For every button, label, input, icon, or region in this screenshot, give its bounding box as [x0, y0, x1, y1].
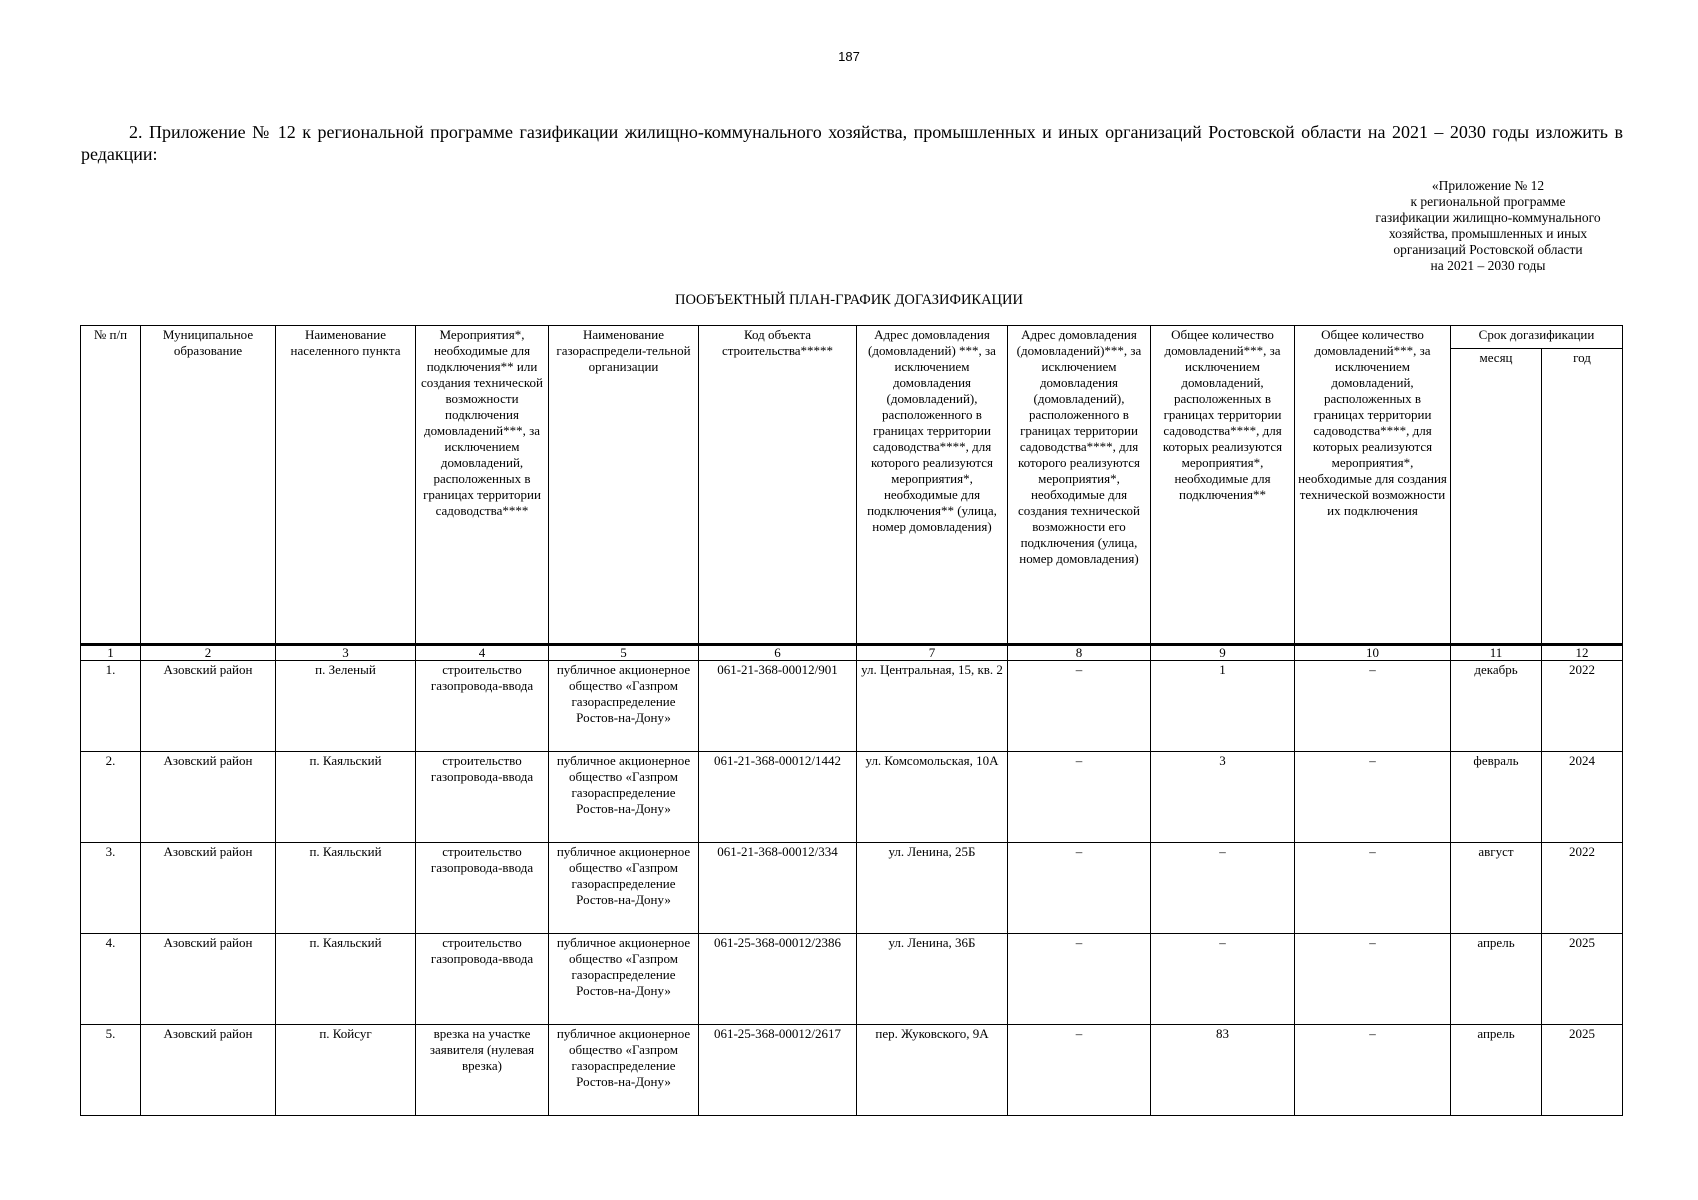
gasification-schedule-table [80, 325, 1623, 1116]
column-number: 6 [699, 645, 857, 661]
cell-month: апрель [1451, 1025, 1542, 1116]
cell-settlement: п. Каяльский [276, 934, 416, 1025]
cell-code: 061-21-368-00012/1442 [699, 752, 857, 843]
cell-total-connection: 83 [1151, 1025, 1295, 1116]
header-num: № п/п [81, 326, 141, 645]
cell-address-technical: – [1008, 1025, 1151, 1116]
header-measures: Мероприятия*, необходимые для подключения** или создания технической возможности подключения домовладений***, за исключением домовладений, расположенных в границах территории садоводства**** [416, 326, 549, 645]
header-gas-org: Наименование газораспредели-тельной организации [549, 326, 699, 645]
cell-address-connection: ул. Ленина, 25Б [857, 843, 1008, 934]
cell-year: 2022 [1542, 661, 1623, 752]
cell-code: 061-21-368-00012/334 [699, 843, 857, 934]
column-number: 12 [1542, 645, 1623, 661]
cell-total-technical: – [1295, 661, 1451, 752]
cell-total-technical: – [1295, 1025, 1451, 1116]
cell-address-connection: ул. Ленина, 36Б [857, 934, 1008, 1025]
column-number: 4 [416, 645, 549, 661]
table-row [81, 934, 1623, 1025]
cell-num: 1. [81, 661, 141, 752]
cell-municipality: Азовский район [141, 661, 276, 752]
cell-year: 2025 [1542, 934, 1623, 1025]
header-address-connection: Адрес домовладения (домовладений) ***, за исключением домовладения (домовладений), расположенного в границах территории садоводства****, для которого реализуются мероприятия*, необходимые для подключения** (улица, номер домовладения) [857, 326, 1008, 645]
cell-measure: строительство газопровода-ввода [416, 843, 549, 934]
table-row [81, 661, 1623, 752]
page-number: 187 [838, 49, 860, 64]
column-number: 7 [857, 645, 1008, 661]
cell-num: 5. [81, 1025, 141, 1116]
header-total-connection: Общее количество домовладений***, за исключением домовладений, расположенных в границах территории садоводства****, для которых реализуются мероприятия*, необходимые для подключения** [1151, 326, 1295, 645]
cell-total-technical: – [1295, 843, 1451, 934]
cell-address-connection: ул. Комсомольская, 10А [857, 752, 1008, 843]
cell-num: 3. [81, 843, 141, 934]
cell-address-connection: ул. Центральная, 15, кв. 2 [857, 661, 1008, 752]
table-row [81, 843, 1623, 934]
cell-settlement: п. Койсуг [276, 1025, 416, 1116]
cell-num: 4. [81, 934, 141, 1025]
cell-year: 2022 [1542, 843, 1623, 934]
appendix-line: газификации жилищно-коммунального [1375, 210, 1601, 225]
header-municipality: Муниципальное образование [141, 326, 276, 645]
cell-total-connection: – [1151, 843, 1295, 934]
cell-num: 2. [81, 752, 141, 843]
cell-year: 2024 [1542, 752, 1623, 843]
cell-month: декабрь [1451, 661, 1542, 752]
cell-total-connection: 3 [1151, 752, 1295, 843]
column-number: 2 [141, 645, 276, 661]
appendix-line: на 2021 – 2030 годы [1430, 258, 1546, 273]
cell-settlement: п. Зеленый [276, 661, 416, 752]
cell-total-technical: – [1295, 934, 1451, 1025]
header-object-code: Код объекта строительства***** [699, 326, 857, 645]
column-number: 11 [1451, 645, 1542, 661]
header-month: месяц [1451, 349, 1542, 645]
cell-address-technical: – [1008, 934, 1151, 1025]
cell-address-technical: – [1008, 752, 1151, 843]
cell-total-connection: 1 [1151, 661, 1295, 752]
cell-measure: строительство газопровода-ввода [416, 752, 549, 843]
cell-address-technical: – [1008, 843, 1151, 934]
cell-address-connection: пер. Жуковского, 9А [857, 1025, 1008, 1116]
header-year: год [1542, 349, 1623, 645]
header-deadline: Срок догазификации [1451, 326, 1623, 349]
cell-municipality: Азовский район [141, 843, 276, 934]
cell-gas-org: публичное акционерное общество «Газпром газораспределение Ростов-на-Дону» [549, 934, 699, 1025]
cell-settlement: п. Каяльский [276, 843, 416, 934]
table-row [81, 752, 1623, 843]
cell-measure: строительство газопровода-ввода [416, 934, 549, 1025]
cell-address-technical: – [1008, 661, 1151, 752]
cell-month: август [1451, 843, 1542, 934]
cell-gas-org: публичное акционерное общество «Газпром газораспределение Ростов-на-Дону» [549, 752, 699, 843]
column-number: 3 [276, 645, 416, 661]
cell-month: февраль [1451, 752, 1542, 843]
appendix-line: хозяйства, промышленных и иных [1388, 226, 1588, 241]
cell-measure: строительство газопровода-ввода [416, 661, 549, 752]
column-number: 9 [1151, 645, 1295, 661]
header-settlement: Наименование населенного пункта [276, 326, 416, 645]
appendix-line: организаций Ростовской области [1393, 242, 1583, 257]
column-number: 8 [1008, 645, 1151, 661]
cell-measure: врезка на участке заявителя (нулевая врезка) [416, 1025, 549, 1116]
cell-settlement: п. Каяльский [276, 752, 416, 843]
column-number: 10 [1295, 645, 1451, 661]
cell-code: 061-25-368-00012/2386 [699, 934, 857, 1025]
column-number: 5 [549, 645, 699, 661]
cell-municipality: Азовский район [141, 934, 276, 1025]
intro-paragraph: 2. Приложение № 12 к региональной программе газификации жилищно-коммунального хозяйства, промышленных и иных организаций Ростовской области на 2021 – 2030 годы изложить в редакции: [81, 122, 1623, 164]
table-row [81, 1025, 1623, 1116]
cell-total-connection: – [1151, 934, 1295, 1025]
cell-code: 061-25-368-00012/2617 [699, 1025, 857, 1116]
cell-gas-org: публичное акционерное общество «Газпром газораспределение Ростов-на-Дону» [549, 661, 699, 752]
cell-gas-org: публичное акционерное общество «Газпром газораспределение Ростов-на-Дону» [549, 843, 699, 934]
header-address-technical: Адрес домовладения (домовладений)***, за исключением домовладения (домовладений), расположенного в границах территории садоводства****, для которого реализуются мероприятия*, необходимые для создания технической возможности его подключения (улица, номер домовладения) [1008, 326, 1151, 645]
cell-municipality: Азовский район [141, 1025, 276, 1116]
cell-code: 061-21-368-00012/901 [699, 661, 857, 752]
cell-municipality: Азовский район [141, 752, 276, 843]
appendix-line: к региональной программе [1410, 194, 1566, 209]
appendix-heading [1328, 178, 1648, 274]
column-number-row [81, 645, 1623, 661]
table-title: ПООБЪЕКТНЫЙ ПЛАН-ГРАФИК ДОГАЗИФИКАЦИИ [675, 292, 1023, 308]
header-total-technical: Общее количество домовладений***, за исключением домовладений, расположенных в границах территории садоводства****, для которых реализуются мероприятия*, необходимые для создания технической возможности их подключения [1295, 326, 1451, 645]
appendix-line: «Приложение № 12 [1431, 178, 1545, 193]
column-number: 1 [81, 645, 141, 661]
cell-total-technical: – [1295, 752, 1451, 843]
cell-month: апрель [1451, 934, 1542, 1025]
cell-year: 2025 [1542, 1025, 1623, 1116]
cell-gas-org: публичное акционерное общество «Газпром газораспределение Ростов-на-Дону» [549, 1025, 699, 1116]
